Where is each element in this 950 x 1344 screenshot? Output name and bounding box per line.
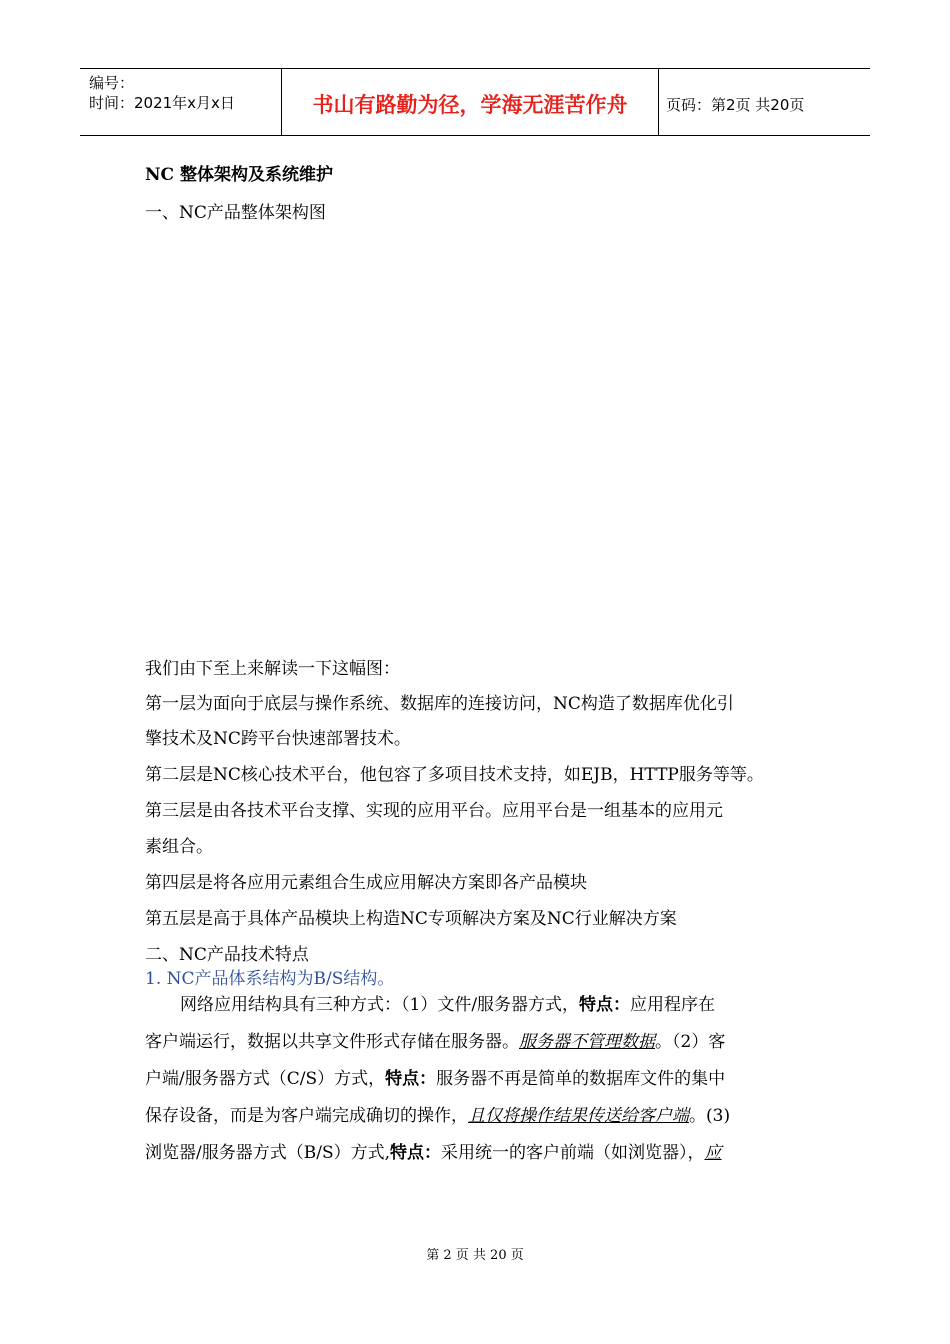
text-run: 。(3) <box>689 1106 731 1126</box>
paragraph-intro: 我们由下至上来解读一下这幅图： <box>145 659 400 679</box>
bold-label: 特点： <box>579 995 631 1015</box>
text-run: 网络应用结构具有三种方式：（1）文件/服务器方式， <box>180 995 580 1015</box>
bold-label: 特点： <box>390 1143 441 1163</box>
underlined-text: 服务器不管理数据 <box>519 1032 655 1052</box>
paragraph-layer3-line1: 第三层是由各技术平台支撑、实现的应用平台。应用平台是一组基本的应用元 <box>145 801 723 821</box>
text-run: 采用统一的客户前端（如浏览器）， <box>441 1143 705 1163</box>
text-run: 客户端运行，数据以共享文件形式存储在服务器。 <box>145 1032 519 1052</box>
paragraph-layer2: 第二层是NC核心技术平台，他包容了多项目技术支持，如EJB，HTTP服务等等。 <box>145 765 764 785</box>
subheading-bs-structure: 1. NC产品体系结构为B/S结构。 <box>145 969 395 989</box>
section-heading-1: 一、NC产品整体架构图 <box>145 203 326 223</box>
paragraph-line-4 <box>145 1101 730 1126</box>
header-motto: 书山有路勤为径，学海无涯苦作舟 <box>282 69 659 135</box>
underlined-text: 应 <box>704 1143 722 1163</box>
paragraph-line-3 <box>145 1064 725 1089</box>
header-time: 时间：2021年x月x日 <box>89 94 235 112</box>
doc-title: NC 整体架构及系统维护 <box>145 165 333 185</box>
section-heading-2: 二、NC产品技术特点 <box>145 945 309 965</box>
text-run: 服务器不再是简单的数据库文件的集中 <box>436 1069 726 1089</box>
bold-label: 特点： <box>385 1069 437 1089</box>
paragraph-line-2 <box>145 1027 725 1052</box>
paragraph-line-1 <box>180 990 715 1015</box>
paragraph-layer3-line2: 素组合。 <box>145 837 213 857</box>
header-page-code: 页码：第2页 共20页 <box>666 95 805 114</box>
paragraph-layer1-line1: 第一层为面向于底层与操作系统、数据库的连接访问，NC构造了数据库优化引 <box>145 694 734 714</box>
text-run: 。（2）客 <box>655 1032 726 1052</box>
underlined-text: 且仅将操作结果传送给客户端 <box>468 1106 689 1126</box>
paragraph-layer5: 第五层是高于具体产品模块上构造NC专项解决方案及NC行业解决方案 <box>145 909 677 929</box>
header-info-cell <box>80 69 282 135</box>
text-run: 保存设备，而是为客户端完成确切的操作， <box>145 1106 468 1126</box>
text-run: 应用程序在 <box>630 995 716 1015</box>
paragraph-line-5 <box>145 1138 722 1163</box>
header-number: 编号： <box>89 74 135 92</box>
text-run: 户端/服务器方式（C/S）方式， <box>145 1069 386 1089</box>
text-run: 浏览器/服务器方式（B/S）方式, <box>145 1143 390 1163</box>
page-header <box>80 68 870 136</box>
paragraph-layer4: 第四层是将各应用元素组合生成应用解决方案即各产品模块 <box>145 873 587 893</box>
paragraph-layer1-line2: 擎技术及NC跨平台快速部署技术。 <box>145 729 411 749</box>
page-footer: 第 2 页 共 20 页 <box>426 1248 524 1263</box>
